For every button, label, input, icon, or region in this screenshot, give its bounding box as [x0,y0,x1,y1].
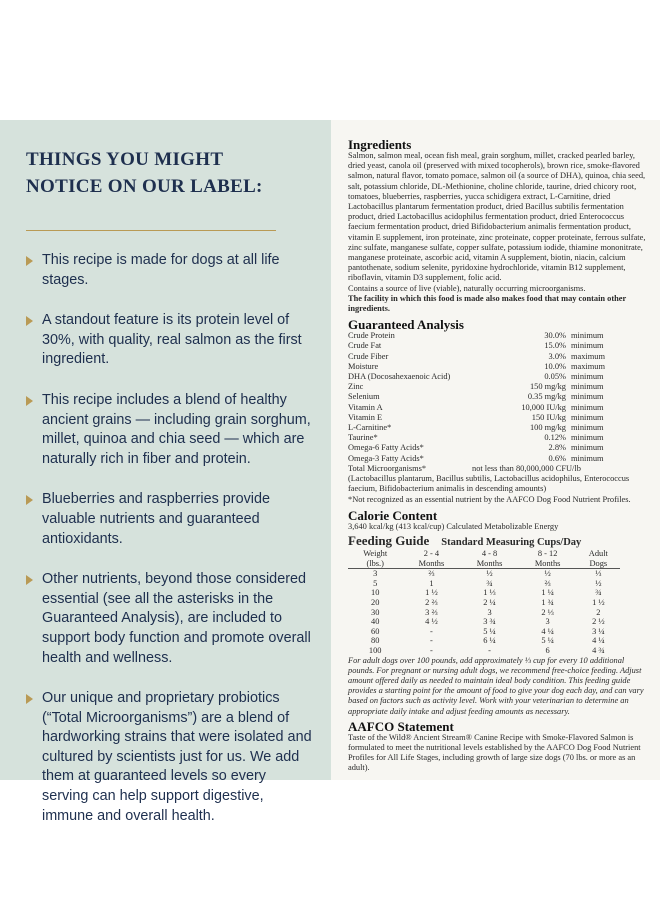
ga-qualifier: minimum [571,382,604,392]
feeding-cell: 3 [487,607,492,617]
ga-row [348,362,648,372]
ga-row [348,382,648,392]
page-title [26,146,316,200]
feeding-cell: 60 [371,626,380,636]
ingredients-text: Salmon, salmon meal, ocean fish meal, grain sorghum, millet, cracked pearled barley, dried yeast, canola oil (preserved with mixed tocopherols), brown rice, smoke-flavored salmon, natural flavor, tomato pomace, salmon oil (a source of DHA), quinoa, chia seed, salt, potassium chloride, DL-Methionine, choline chloride, taurine, dried chicory root, tomatoes, blueberries, raspberries, yucca schidigera extract, L-Carnitine, dried Lactobacillus plantarum fermentation product, dried Bacillus subtilis fermentation product, dried Lactobacillus acidophilus fermentation product, dried Enterococcus faecium fermentation product, dried Bifidobacterium animalis fermentation product, vitamin E supplement, iron proteinate, zinc proteinate, copper proteinate, ferrous sulfate, zinc sulfate, manganese sulfate, copper sulfate, potassium iodide, thiamine mononitrate, manganese proteinate, ascorbic acid, vitamin A supplement, biotin, niacin, calcium pantothenate, sodium selenite, pyridoxine hydrochloride, vitamin B12 supplement, riboflavin, vitamin D3 supplement, folic acid. [348,151,646,283]
microorganisms-note: Contains a source of live (viable), naturally occurring microorganisms. [348,283,586,293]
feeding-cell: 2 ½ [592,617,605,627]
divider [26,230,276,231]
ga-qualifier: minimum [571,392,604,402]
ga-value: 100 mg/kg [529,423,566,433]
feeding-cell: ¾ [595,588,602,598]
ga-name: Vitamin E [348,412,383,422]
feeding-header-cell: Weight [363,549,388,559]
ga-qualifier: maximum [571,351,605,361]
feeding-cell: ¾ [486,578,493,588]
feeding-cell: 4 ½ [425,617,438,627]
info-column [26,146,316,847]
bullet-item [26,391,316,469]
guaranteed-analysis-table [348,331,648,464]
feeding-cell: 1 [429,578,434,588]
feeding-cell: 80 [371,636,380,646]
feeding-row [348,617,620,627]
ga-qualifier: minimum [571,331,604,341]
bullet-text: This recipe is made for dogs at all life stages. [42,252,280,288]
title-line-1: THINGS YOU MIGHT [26,149,224,170]
feeding-cell: ½ [544,569,551,579]
feeding-cell: 10 [371,588,380,598]
ga-row-microorganisms [348,464,648,474]
ga-name: Omega-3 Fatty Acids* [348,453,424,463]
feeding-header-cell: Dogs [577,559,620,569]
feeding-row [348,569,620,579]
feeding-cell: 3 [373,569,378,579]
guaranteed-analysis-title: Guaranteed Analysis [348,317,464,333]
feeding-header-cell: Months [402,559,460,569]
bullet-text: This recipe includes a blend of healthy ancient grains — including grain sorghum, millet, quinoa and chia seed — which are naturally rich in fiber and protein. [42,391,311,467]
title-line-2: NOTICE ON OUR LABEL: [26,176,263,197]
feeding-cell: 100 [368,646,382,656]
ga-value: 3.0% [548,351,566,361]
feeding-cell: 5 ¼ [541,636,554,646]
ga-name: Vitamin A [348,402,383,412]
ga-value: 10.0% [544,361,566,371]
ga-qualifier: minimum [571,372,604,382]
feeding-cell: 40 [371,617,380,627]
ga-value: 150 IU/kg [531,412,566,422]
ga-value: 0.12% [544,433,566,443]
feeding-cell: 4 ¼ [541,626,554,636]
ga-qualifier: maximum [571,361,605,371]
calorie-title: Calorie Content [348,507,438,523]
ingredients-title: Ingredients [348,137,412,152]
ga-row [348,423,648,433]
feeding-row [348,627,620,637]
ga-row [348,443,648,453]
feeding-cell: - [488,646,491,656]
ga-name: Crude Protein [348,331,395,341]
feeding-cell: 1 ⅓ [483,588,496,598]
feeding-cell: 1 ½ [425,588,438,598]
feeding-header-cell: 2 - 4 [423,549,440,559]
ga-row [348,413,648,423]
aafco-text: Taste of the Wild® Ancient Stream® Canine Recipe with Smoke-Flavored Salmon is formulated to meet the nutritional levels established by the AAFCO Dog Food Nutrient Profiles for All Life Stages, including growth of large size dogs (70 lbs. or more as an adult). [348,732,641,773]
aafco-title: AAFCO Statement [348,718,454,734]
feeding-cell: - [430,636,433,646]
ga-value: 15.0% [544,341,566,351]
ga-aafco-note: *Not recognized as an essential nutrient by the AAFCO Dog Food Nutrient Profiles. [348,494,631,504]
ga-row [348,454,648,464]
ga-micro-name: Total Microorganisms* [348,463,427,473]
feeding-cell: ½ [486,569,493,579]
ga-row [348,433,648,443]
feeding-cell: - [430,626,433,636]
bullet-text: A standout feature is its protein level of 30%, with quality, real salmon as the first ingredient. [42,312,302,368]
feeding-cell: 2 [596,607,601,617]
ga-name: Selenium [348,392,380,402]
feeding-cell: 4 ¼ [592,636,605,646]
feeding-cell: 6 ¼ [483,636,496,646]
ga-qualifier: minimum [571,453,604,463]
label-panel [331,120,660,780]
feeding-header-row [348,549,620,559]
bullet-text: Other nutrients, beyond those considered essential (see all the asterisks in the Guaranteed Analysis), are included to support body function and promote overall health and wellness. [42,571,311,666]
ga-value: 150 mg/kg [529,382,566,392]
ga-micro-note: (Lactobacillus plantarum, Bacillus subtilis, Lactobacillus acidophilus, Enterococcus faecium, Bifidobacterium animalis in descending amounts) [348,474,630,494]
ga-name: Crude Fat [348,341,382,351]
feeding-header-cell: Adult [588,549,608,559]
feeding-cell: 30 [371,607,380,617]
bullet-item [26,490,316,549]
arrow-bullet-icon [26,396,33,406]
arrow-bullet-icon [26,694,33,704]
feeding-cell: 3 ⅔ [425,607,438,617]
feeding-row [348,598,620,608]
feeding-header-row [348,559,620,569]
feeding-row [348,646,620,656]
bullet-text: Blueberries and raspberries provide valuable nutrients and guaranteed antioxidants. [42,491,270,547]
feeding-header-cell: (lbs.) [348,559,402,569]
feeding-row [348,588,620,598]
ga-row [348,392,648,402]
arrow-bullet-icon [26,575,33,585]
feeding-cell: 20 [371,598,380,608]
ga-value: 2.8% [548,443,566,453]
feeding-row [348,579,620,589]
bullet-item [26,689,316,826]
ga-row [348,331,648,341]
feeding-cell: 3 [545,617,550,627]
ga-row [348,372,648,382]
ga-row [348,352,648,362]
feeding-header-cell: Months [519,559,577,569]
feeding-note: For adult dogs over 100 pounds, add approximately ⅓ cup for every 10 additional pounds. For pregnant or nursing adult dogs, we recommend free-choice feeding. Adjust amount offered daily as needed to maintain ideal body condition. This feeding guide provides a starting point for the amount of food to give your dog each day, and can vary based on factors such as activity level. Work with your veterinarian to determine an appropriate daily intake and adjust feeding amounts as necessary. [348,655,644,716]
feeding-cell: 2 ⅓ [541,607,554,617]
feeding-cell: ⅓ [595,569,602,579]
ga-micro-value: not less than 80,000,000 CFU/lb [472,463,581,473]
feeding-row [348,636,620,646]
feeding-cell: 3 ¼ [592,626,605,636]
feeding-title: Feeding Guide [348,532,430,548]
ga-name: L-Carnitine* [348,423,392,433]
feeding-header-cell: 8 - 12 [537,549,558,559]
ga-name: Omega-6 Fatty Acids* [348,443,424,453]
ga-qualifier: minimum [571,402,604,412]
feeding-cell: 1 ½ [592,598,605,608]
ga-value: 0.35 mg/kg [527,392,566,402]
feeding-cell: ⅔ [428,569,435,579]
feeding-cell: ½ [595,578,602,588]
ga-name: Crude Fiber [348,351,389,361]
bullet-text: Our unique and proprietary probiotics (“Total Microorganisms”) are a blend of hardworking strains that were isolated and cultured by scientists just for us. We add them at guaranteed levels so every serving can help support digestive, immune and overall health. [42,690,312,824]
ga-name: DHA (Docosahexaenoic Acid) [348,372,451,382]
ga-qualifier: minimum [571,341,604,351]
facility-note: The facility in which this food is made also makes food that may contain other ingredients. [348,293,627,314]
ga-qualifier: minimum [571,433,604,443]
bullet-item [26,570,316,668]
feeding-cell: 1 ¾ [541,598,554,608]
feeding-cell: 3 ¾ [483,617,496,627]
ga-value: 30.0% [544,331,566,341]
arrow-bullet-icon [26,256,33,266]
ga-qualifier: minimum [571,412,604,422]
feeding-cell: 5 [373,578,378,588]
ga-value: 0.6% [548,453,566,463]
feeding-row [348,608,620,618]
ga-qualifier: minimum [571,443,604,453]
calorie-text: 3,640 kcal/kg (413 kcal/cup) Calculated Metabolizable Energy [348,521,559,531]
ga-name: Moisture [348,361,379,371]
feeding-cell: 2 ¼ [483,598,496,608]
feeding-cell: 5 ¼ [483,626,496,636]
bullet-item [26,251,316,290]
feeding-cell: 4 ¾ [592,646,605,656]
feeding-guide-header [348,532,648,548]
feeding-cell: 2 ⅔ [425,598,438,608]
feeding-subtitle: Standard Measuring Cups/Day [441,536,582,548]
arrow-bullet-icon [26,316,33,326]
feeding-cell: 1 ¼ [541,588,554,598]
ga-value: 10,000 IU/kg [521,402,566,412]
ga-name: Zinc [348,382,364,392]
feeding-header-cell: Months [461,559,519,569]
ga-row [348,341,648,351]
bullet-item [26,311,316,370]
feeding-cell: ⅔ [544,578,551,588]
feeding-cell: 6 [545,646,550,656]
ga-value: 0.05% [544,372,566,382]
bullet-list [26,251,316,826]
ga-qualifier: minimum [571,423,604,433]
feeding-table [348,549,620,656]
arrow-bullet-icon [26,495,33,505]
feeding-cell: - [430,646,433,656]
ga-row [348,403,648,413]
feeding-header-cell: 4 - 8 [481,549,498,559]
ga-name: Taurine* [348,433,378,443]
